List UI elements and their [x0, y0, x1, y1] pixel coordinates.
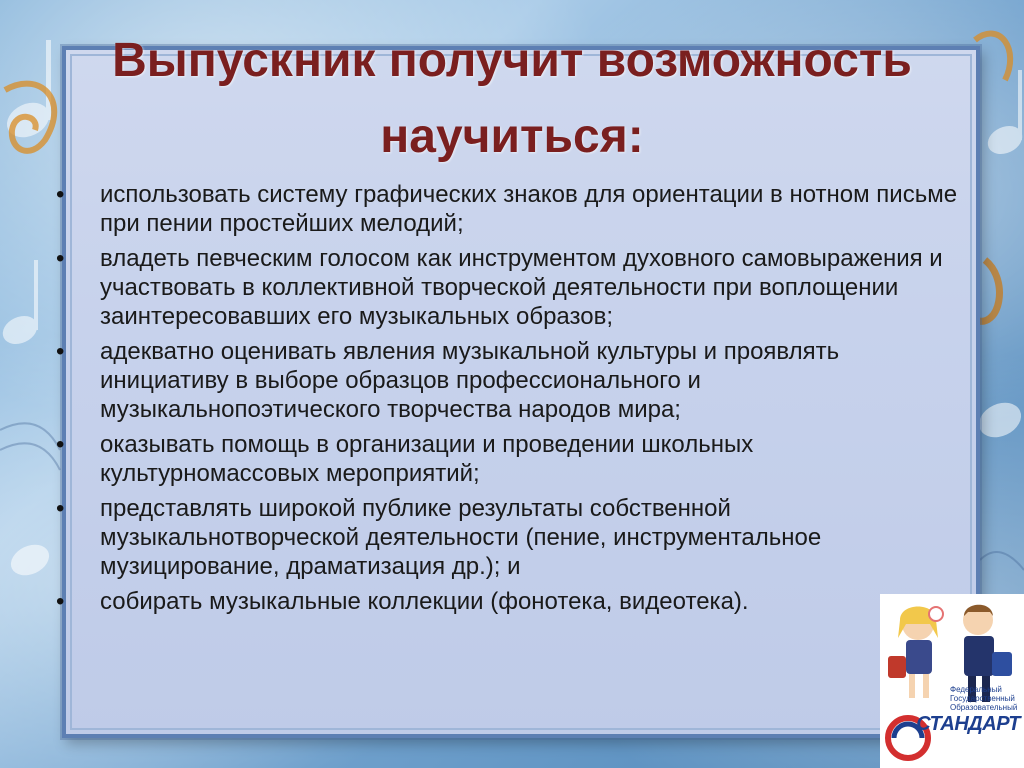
- bullet-icon: •: [56, 588, 65, 615]
- logo-name: СТАНДАРТ: [916, 713, 1020, 735]
- slide-title-line-1: Выпускник получит возможность: [112, 34, 912, 88]
- bullet-icon: •: [56, 245, 65, 272]
- list-item: [56, 430, 962, 488]
- bullet-icon: •: [56, 431, 65, 458]
- bullet-text: адекватно оценивать явления музыкальной культуры и проявлять инициативу в выборе образцов профессионального и музыкальнопоэтического творчества народов мира;: [100, 338, 840, 423]
- bullet-icon: •: [56, 181, 65, 208]
- list-item: [56, 587, 962, 616]
- list-item: [56, 337, 962, 424]
- bullet-icon: •: [56, 495, 65, 522]
- bullet-text: владеть певческим голосом как инструментом духовного самовыражения и участвовать в коллективной творческой деятельности при воплощении заинтересовавших его музыкальных образов;: [100, 245, 943, 330]
- list-item: [56, 494, 962, 581]
- slide-title-line-2: научиться:: [380, 110, 644, 164]
- list-item: [56, 244, 962, 331]
- bullet-icon: •: [56, 338, 65, 365]
- logo-caption: Федеральный Государственный Образовательный: [950, 685, 1018, 712]
- bullet-list: [56, 180, 962, 622]
- bullet-text: собирать музыкальные коллекции (фонотека, видеотека).: [100, 588, 749, 615]
- fgos-standard-logo: [880, 594, 1024, 768]
- slide-title: [0, 32, 1024, 174]
- bullet-text: использовать систему графических знаков для ориентации в нотном письме при пении простейших мелодий;: [100, 181, 958, 237]
- list-item: [56, 180, 962, 238]
- bullet-text: оказывать помощь в организации и проведении школьных культурномассовых мероприятий;: [100, 431, 754, 487]
- bullet-text: представлять широкой публике результаты собственной музыкальнотворческой деятельности (пение, инструментальное музицирование, драматизация др.); и: [100, 495, 822, 580]
